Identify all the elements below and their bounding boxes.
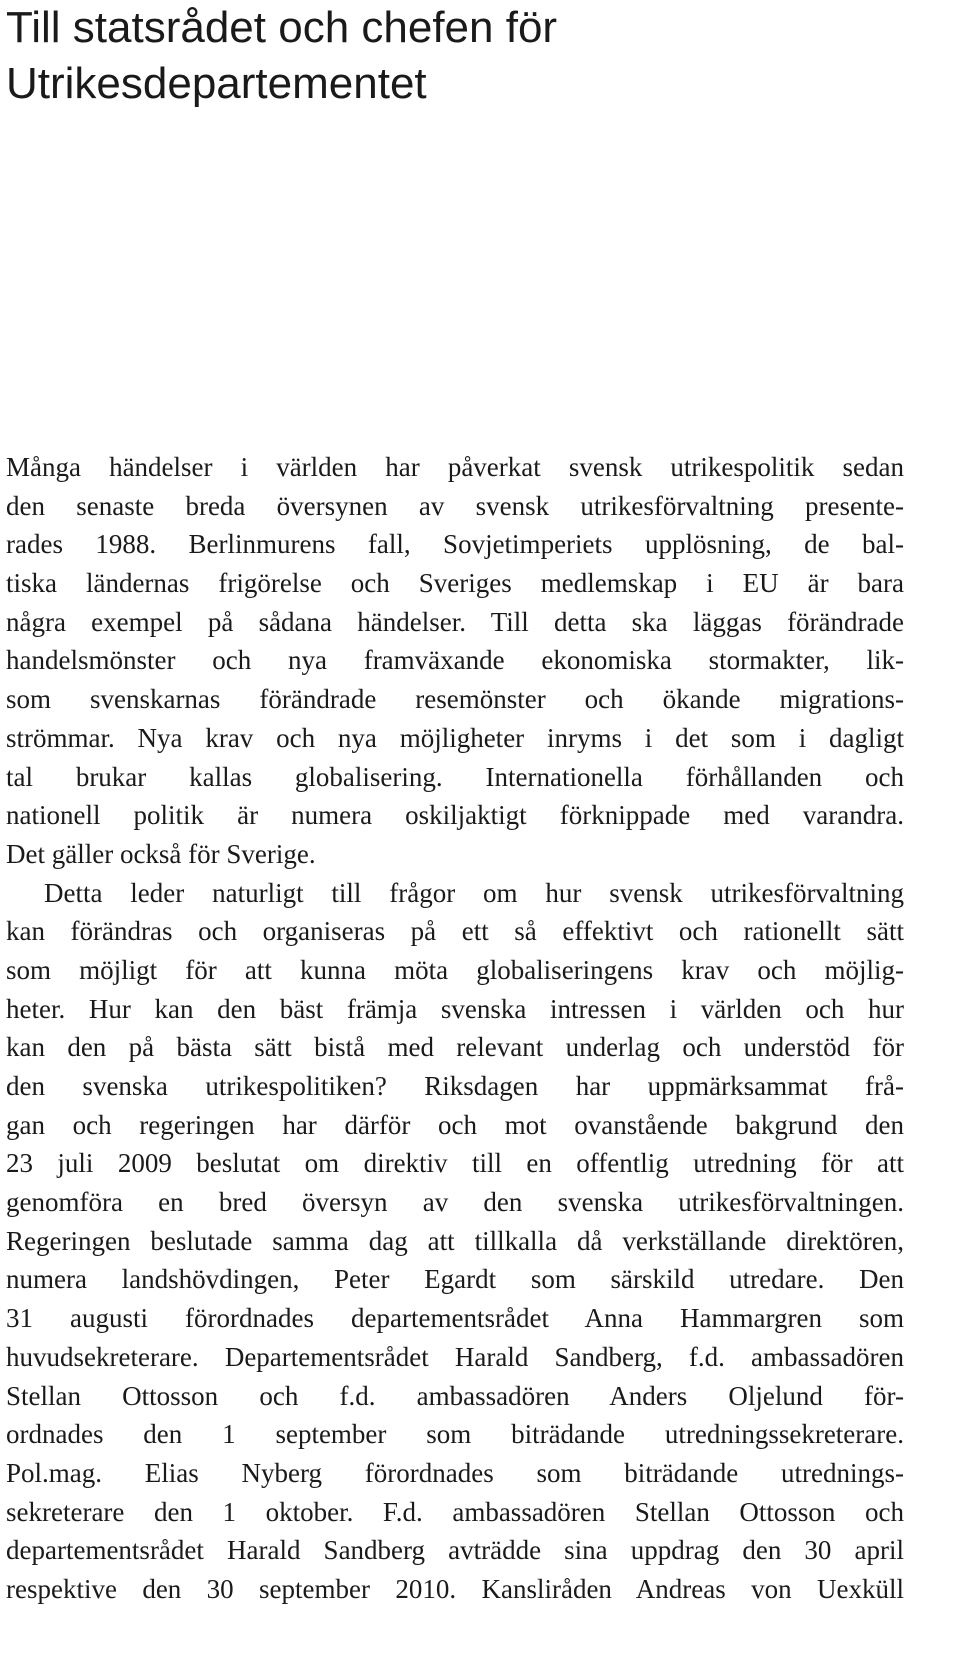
text-line: huvudsekreterare. Departementsrådet Harald Sandberg, f.d. ambassadören <box>6 1341 904 1372</box>
text-line: Regeringen beslutade samma dag att tillkalla då verkställande direktören, <box>6 1225 904 1256</box>
text-line: Stellan Ottosson och f.d. ambassadören Anders Oljelund för- <box>6 1380 904 1411</box>
page-title <box>6 0 906 112</box>
text-line: den svenska utrikespolitiken? Riksdagen har uppmärksammat frå- <box>6 1071 904 1101</box>
text-line: sekreterare den 1 oktober. F.d. ambassadören Stellan Ottosson och <box>6 1496 904 1527</box>
text-line: gan och regeringen har därför och mot ovanstående bakgrund den <box>6 1109 904 1140</box>
text-line: nationell politik är numera oskiljaktigt förknippade med varandra. <box>6 800 904 831</box>
paragraph-2 <box>6 874 904 1609</box>
text-line: handelsmönster och nya framväxande ekonomiska stormakter, lik- <box>6 645 904 676</box>
text-line: rades 1988. Berlinmurens fall, Sovjetimperiets upplösning, de bal- <box>6 529 904 560</box>
text-line: heter. Hur kan den bäst främja svenska intressen i världen och hur <box>6 993 904 1024</box>
text-line: genomföra en bred översyn av den svenska utrikesförvaltningen. <box>6 1187 904 1218</box>
text-line: 23 juli 2009 beslutat om direktiv till en offentlig utredning för att <box>6 1148 904 1179</box>
text-line: Detta leder naturligt till frågor om hur svensk utrikesförvaltning <box>44 877 904 908</box>
text-line: kan förändras och organiseras på ett så effektivt och rationellt sätt <box>6 916 904 947</box>
text-line: departementsrådet Harald Sandberg avträdde sina uppdrag den 30 april <box>6 1535 904 1566</box>
text-line: Pol.mag. Elias Nyberg förordnades som biträdande utrednings- <box>6 1457 904 1488</box>
title-line-2: Utrikesdepartementet <box>6 59 427 108</box>
text-line: numera landshövdingen, Peter Egardt som särskild utredare. Den <box>6 1264 904 1295</box>
paragraph-1 <box>6 448 904 874</box>
text-line: respektive den 30 september 2010. Kansliråden Andreas von Uexküll <box>6 1573 904 1604</box>
text-line: strömmar. Nya krav och nya möjligheter inryms i det som i dagligt <box>6 722 904 753</box>
text-line: den senaste breda översynen av svensk utrikesförvaltning presente- <box>6 490 904 521</box>
text-line: 31 augusti förordnades departementsrådet Anna Hammargren som <box>6 1303 904 1334</box>
text-line: som möjligt för att kunna möta globaliseringens krav och möjlig- <box>6 954 904 985</box>
text-line: tal brukar kallas globalisering. Internationella förhållanden och <box>6 761 904 792</box>
text-line: Många händelser i världen har påverkat svensk utrikespolitik sedan <box>6 452 904 482</box>
text-line: Det gäller också för Sverige. <box>6 838 316 869</box>
text-line: några exempel på sådana händelser. Till detta ska läggas förändrade <box>6 606 904 637</box>
text-line: ordnades den 1 september som biträdande utredningssekreterare. <box>6 1419 904 1450</box>
text-line: kan den på bästa sätt bistå med relevant underlag och understöd för <box>6 1032 904 1063</box>
text-line: som svenskarnas förändrade resemönster och ökande migrations- <box>6 684 904 715</box>
body-text <box>6 448 904 1609</box>
text-line: tiska ländernas frigörelse och Sveriges medlemskap i EU är bara <box>6 568 904 599</box>
title-line-1: Till statsrådet och chefen för <box>6 3 558 52</box>
